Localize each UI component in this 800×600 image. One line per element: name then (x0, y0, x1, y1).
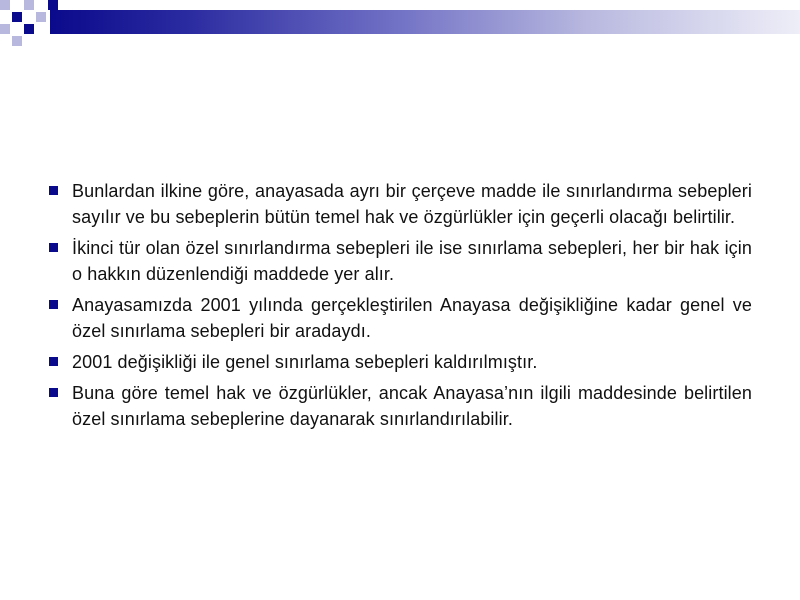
bullet-text: 2001 değişikliği ile genel sınırlama sebepleri kaldırılmıştır. (72, 352, 538, 372)
bullet-text: Anayasamızda 2001 yılında gerçekleştirilen Anayasa değişikliğine kadar genel ve özel sınırlama sebepleri bir aradaydı. (72, 295, 752, 341)
header-gradient-bar (50, 10, 800, 34)
square-bullet-icon (49, 186, 58, 195)
square-bullet-icon (49, 300, 58, 309)
square-bullet-icon (49, 243, 58, 252)
square-bullet-icon (49, 388, 58, 397)
square-bullet-icon (49, 357, 58, 366)
decorative-squares-icon (0, 0, 60, 50)
header-decoration (0, 0, 800, 50)
slide-content (46, 178, 752, 437)
bullet-item (46, 349, 752, 375)
bullet-item (46, 292, 752, 344)
bullet-text: Bunlardan ilkine göre, anayasada ayrı bir çerçeve madde ile sınırlandırma sebepleri sayılır ve bu sebeplerin bütün temel hak ve özgürlükler için geçerli olacağı belirtilir. (72, 181, 752, 227)
bullet-item (46, 380, 752, 432)
bullet-item (46, 235, 752, 287)
bullet-list (46, 178, 752, 432)
bullet-text: Buna göre temel hak ve özgürlükler, ancak Anayasa’nın ilgili maddesinde belirtilen özel sınırlama sebeplerine dayanarak sınırlandırılabilir. (72, 383, 752, 429)
bullet-text: İkinci tür olan özel sınırlandırma sebepleri ile ise sınırlama sebepleri, her bir hak için o hakkın düzenlendiği maddede yer alır. (72, 238, 752, 284)
bullet-item (46, 178, 752, 230)
